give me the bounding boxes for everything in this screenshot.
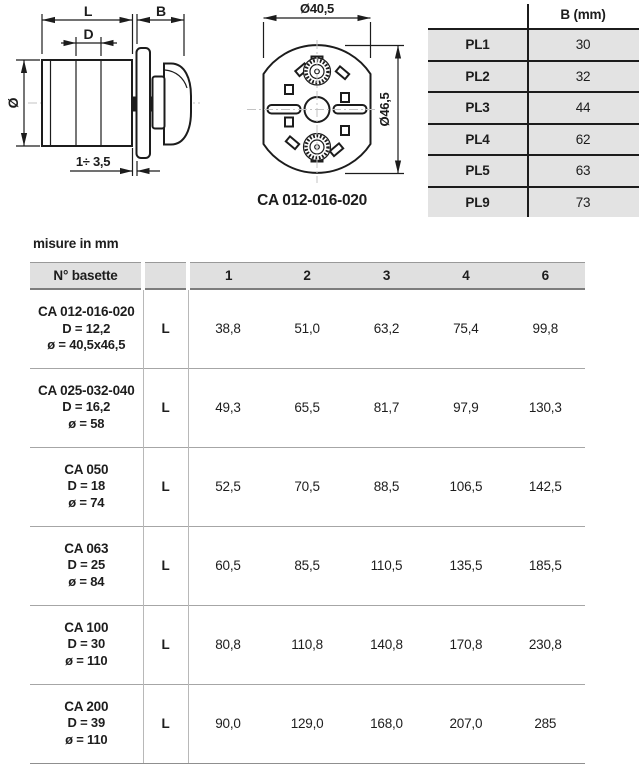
model-label: PL4: [465, 131, 490, 147]
switch-body: [42, 60, 132, 146]
value-cell: 130,3: [506, 368, 585, 447]
table-row: [428, 186, 639, 218]
model-diameter: ø = 40,5x46,5: [47, 337, 126, 352]
model-cell: [30, 447, 143, 526]
table-row: [30, 684, 585, 763]
value-cell: 52,5: [188, 447, 267, 526]
value-cell: 207,0: [426, 684, 505, 763]
model-d: D = 30: [67, 636, 105, 652]
b-value: 62: [575, 131, 591, 147]
value-cell: 142,5: [506, 447, 585, 526]
value-cell: 70,5: [267, 447, 346, 526]
value-cell: 230,8: [506, 605, 585, 684]
col-header-basette: N° basette: [30, 263, 143, 290]
b-value: 63: [575, 163, 591, 179]
value-cell: 49,3: [188, 368, 267, 447]
table-row: [428, 91, 639, 123]
value-cell: 81,7: [347, 368, 426, 447]
value-cell: 60,5: [188, 526, 267, 605]
front-view-caption: CA 012-016-020: [257, 192, 367, 209]
model-diameter: ø = 58: [68, 415, 105, 431]
value-cell: 185,5: [506, 526, 585, 605]
model-d: D = 18: [67, 478, 105, 494]
model-d: D = 25: [67, 557, 105, 573]
dim-label-panel-thickness: 1÷ 3,5: [75, 154, 111, 169]
b-dimensions-table: [428, 0, 639, 217]
table-row: [30, 289, 585, 368]
model-d: D = 16,2: [62, 399, 111, 415]
value-cell: 170,8: [426, 605, 505, 684]
length-dimensions-table: [30, 262, 585, 764]
model-label: PL9: [465, 194, 490, 210]
model-cell: [30, 684, 143, 763]
col-header-2: 2: [267, 263, 346, 290]
model-label: PL1: [465, 37, 490, 53]
b-table-header-value: B (mm): [560, 6, 606, 22]
col-header-3: 3: [347, 263, 426, 290]
value-cell: 140,8: [347, 605, 426, 684]
value-cell: 97,9: [426, 368, 505, 447]
model-label: PL5: [465, 163, 490, 179]
col-header-6: 6: [506, 263, 585, 290]
b-table-header-empty: [428, 0, 527, 28]
value-cell: 106,5: [426, 447, 505, 526]
table-row: [428, 60, 639, 92]
b-value: 32: [575, 68, 591, 84]
l-cell: L: [143, 526, 188, 605]
l-cell: L: [143, 605, 188, 684]
units-note: misure in mm: [33, 236, 119, 251]
model-diameter: ø = 84: [68, 573, 105, 589]
col-header-4: 4: [426, 263, 505, 290]
value-cell: 75,4: [453, 321, 479, 337]
model-label: PL3: [465, 100, 490, 116]
value-cell: 80,8: [188, 605, 267, 684]
l-cell: L: [143, 447, 188, 526]
value-cell: 51,0: [294, 321, 320, 337]
value-cell: 129,0: [267, 684, 346, 763]
model-name: CA 025-032-040: [37, 382, 135, 398]
l-cell: L: [143, 684, 188, 763]
table-row: [428, 28, 639, 60]
model-name: CA 063: [64, 540, 109, 556]
table-row: [30, 526, 585, 605]
b-table-header-row: [428, 0, 639, 28]
value-cell: 99,8: [532, 321, 559, 337]
dim-label-width: Ø40,5: [300, 1, 334, 16]
col-header-1: 1: [188, 263, 267, 290]
model-name: CA 200: [64, 698, 109, 714]
value-cell: 110,8: [267, 605, 346, 684]
model-d: D = 39: [67, 715, 105, 731]
value-cell: 168,0: [347, 684, 426, 763]
front-view-drawing: [240, 0, 412, 215]
value-cell: 285: [506, 684, 585, 763]
value-cell: 88,5: [347, 447, 426, 526]
mounting-plate: [137, 48, 151, 158]
dimension-D: [61, 26, 117, 56]
dim-label-b: B: [156, 3, 166, 19]
value-cell: 90,0: [188, 684, 267, 763]
dim-label-d: D: [83, 26, 94, 42]
b-value: 30: [575, 37, 591, 53]
l-cell: L: [143, 368, 188, 447]
dim-label-diameter: Ø: [5, 97, 21, 109]
table-row: [30, 447, 585, 526]
model-label: PL2: [465, 68, 490, 84]
value-cell: 38,8: [215, 321, 241, 337]
table-row: [428, 123, 639, 155]
knob: [153, 64, 192, 145]
b-value: 73: [575, 194, 591, 210]
model-cell: [30, 605, 143, 684]
model-diameter: ø = 74: [68, 494, 105, 510]
model-name: CA 100: [64, 619, 109, 635]
side-view-drawing: [0, 0, 212, 200]
col-header-empty: [143, 263, 188, 290]
model-name: CA 050: [64, 461, 109, 477]
model-diameter: ø = 110: [65, 731, 108, 747]
model-name: CA 012-016-020: [37, 304, 135, 319]
value-cell: 110,5: [347, 526, 426, 605]
model-cell: [30, 526, 143, 605]
table-row: [30, 368, 585, 447]
l-cell: L: [143, 289, 188, 368]
dim-label-l: L: [83, 3, 93, 19]
b-table-divider: [527, 4, 529, 217]
value-cell: 65,5: [267, 368, 346, 447]
table-row: [428, 154, 639, 186]
value-cell: 85,5: [267, 526, 346, 605]
b-value: 44: [575, 100, 591, 116]
model-d: D = 12,2: [62, 320, 111, 336]
table-row: [30, 605, 585, 684]
value-cell: 135,5: [426, 526, 505, 605]
model-cell: [30, 289, 143, 368]
model-diameter: ø = 110: [65, 652, 108, 668]
dim-label-height: Ø46,5: [377, 92, 392, 127]
main-table-header-row: [30, 263, 585, 290]
value-cell: 63,2: [373, 321, 400, 337]
model-cell: [30, 368, 143, 447]
